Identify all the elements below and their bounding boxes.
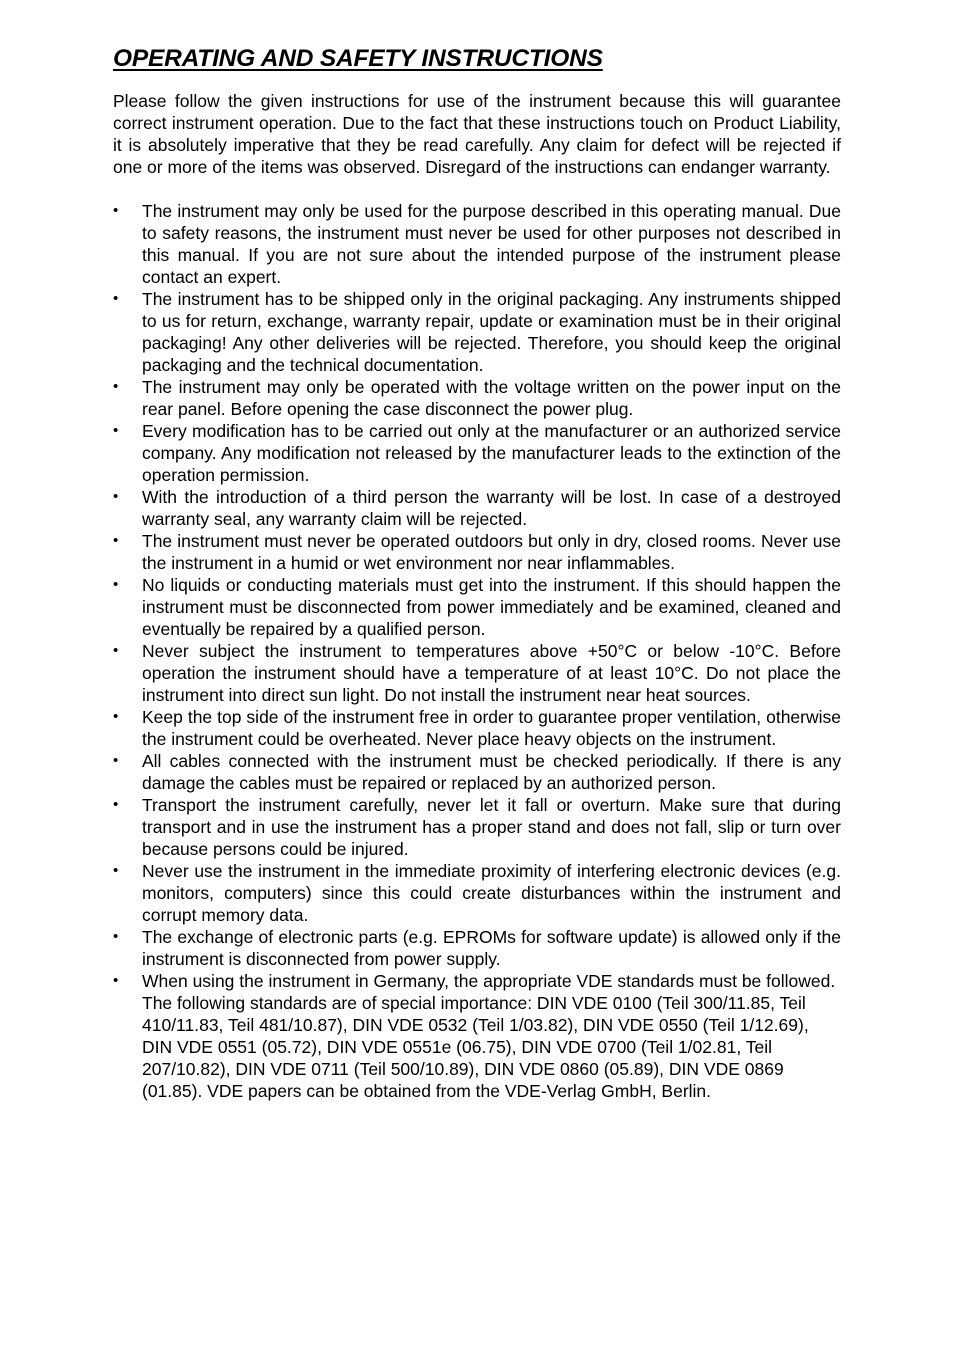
list-item-text: The exchange of electronic parts (e.g. EPROMs for software update) is allowed only if the instrument is disconnected from power supply.	[142, 927, 841, 969]
list-item-text: Transport the instrument carefully, never let it fall or overturn. Make sure that during transport and in use the instrument has a proper stand and does not fall, slip or turn over because persons could be injured.	[142, 795, 841, 859]
bullet-icon: •	[113, 862, 119, 879]
bullet-icon: •	[113, 576, 119, 593]
list-item-text: All cables connected with the instrument must be checked periodically. If there is any damage the cables must be repaired or replaced by an authorized person.	[142, 751, 841, 793]
list-item-text: Keep the top side of the instrument free in order to guarantee proper ventilation, otherwise the instrument could be overheated. Never place heavy objects on the instrument.	[142, 707, 841, 749]
list-item	[113, 860, 841, 926]
document-page	[113, 44, 841, 1102]
page-title: OPERATING AND SAFETY INSTRUCTIONS	[113, 45, 603, 72]
bullet-icon: •	[113, 488, 119, 505]
list-item	[113, 420, 841, 486]
bullet-icon: •	[113, 972, 119, 989]
list-item-text: With the introduction of a third person the warranty will be lost. In case of a destroyed warranty seal, any warranty claim will be rejected.	[142, 487, 841, 529]
list-item-text: Never use the instrument in the immediate proximity of interfering electronic devices (e.g. monitors, computers) since this could create disturbances within the instrument and corrupt memory data.	[142, 861, 841, 925]
list-item-text: The instrument has to be shipped only in the original packaging. Any instruments shipped to us for return, exchange, warranty repair, update or examination must be in their original packaging! Any other deliveries will be rejected. Therefore, you should keep the original packaging and the technical documentation.	[142, 289, 841, 375]
list-item	[113, 530, 841, 574]
bullet-icon: •	[113, 928, 119, 945]
list-item-text: No liquids or conducting materials must get into the instrument. If this should happen the instrument must be disconnected from power immediately and be examined, cleaned and eventually be repaired by a qualified person.	[142, 575, 841, 639]
list-item-text: The instrument may only be used for the purpose described in this operating manual. Due to safety reasons, the instrument must never be used for other purposes not described in this manual. If you are not sure about the intended purpose of the instrument please contact an expert.	[142, 201, 841, 287]
list-item	[113, 926, 841, 970]
bullet-icon: •	[113, 290, 119, 307]
bullet-icon: •	[113, 378, 119, 395]
intro-paragraph: Please follow the given instructions for use of the instrument because this will guarantee correct instrument operation. Due to the fact that these instructions touch on Product Liability, it is absolutely imperative that they be read carefully. Any claim for defect will be rejected if one or more of the items was observed. Disregard of the instructions can endanger warranty.	[113, 91, 841, 177]
bullet-icon: •	[113, 202, 119, 219]
bullet-icon: •	[113, 422, 119, 439]
list-item	[113, 706, 841, 750]
list-item-text: The instrument must never be operated outdoors but only in dry, closed rooms. Never use the instrument in a humid or wet environment nor near inflammables.	[142, 531, 841, 573]
list-item	[113, 200, 841, 288]
list-item-text: Never subject the instrument to temperatures above +50°C or below -10°C. Before operation the instrument should have a temperature of at least 10°C. Do not place the instrument into direct sun light. Do not install the instrument near heat sources.	[142, 641, 841, 705]
bullet-icon: •	[113, 752, 119, 769]
instruction-list	[113, 200, 841, 1102]
bullet-icon: •	[113, 532, 119, 549]
list-item	[113, 574, 841, 640]
list-item	[113, 486, 841, 530]
list-item	[113, 970, 841, 1102]
list-item-text: When using the instrument in Germany, the appropriate VDE standards must be followed. The following standards are of special importance: DIN VDE 0100 (Teil 300/11.85, Teil 410/11.83, Teil 481/10.87), DIN VDE 0532 (Teil 1/03.82), DIN VDE 0550 (Teil 1/12.69), DIN VDE 0551 (05.72), DIN VDE 0551e (06.75), DIN VDE 0700 (Teil 1/02.81, Teil 207/10.82), DIN VDE 0711 (Teil 500/10.89), DIN VDE 0860 (05.89), DIN VDE 0869 (01.85). VDE papers can be obtained from the VDE-Verlag GmbH, Berlin.	[142, 971, 836, 1101]
list-item-text: The instrument may only be operated with the voltage written on the power input on the rear panel. Before opening the case disconnect the power plug.	[142, 377, 841, 419]
list-item	[113, 794, 841, 860]
bullet-icon: •	[113, 642, 119, 659]
bullet-icon: •	[113, 796, 119, 813]
bullet-icon: •	[113, 708, 119, 725]
list-item	[113, 750, 841, 794]
list-item-text: Every modification has to be carried out only at the manufacturer or an authorized service company. Any modification not released by the manufacturer leads to the extinction of the operation permission.	[142, 421, 841, 485]
list-item	[113, 376, 841, 420]
list-item	[113, 640, 841, 706]
list-item	[113, 288, 841, 376]
